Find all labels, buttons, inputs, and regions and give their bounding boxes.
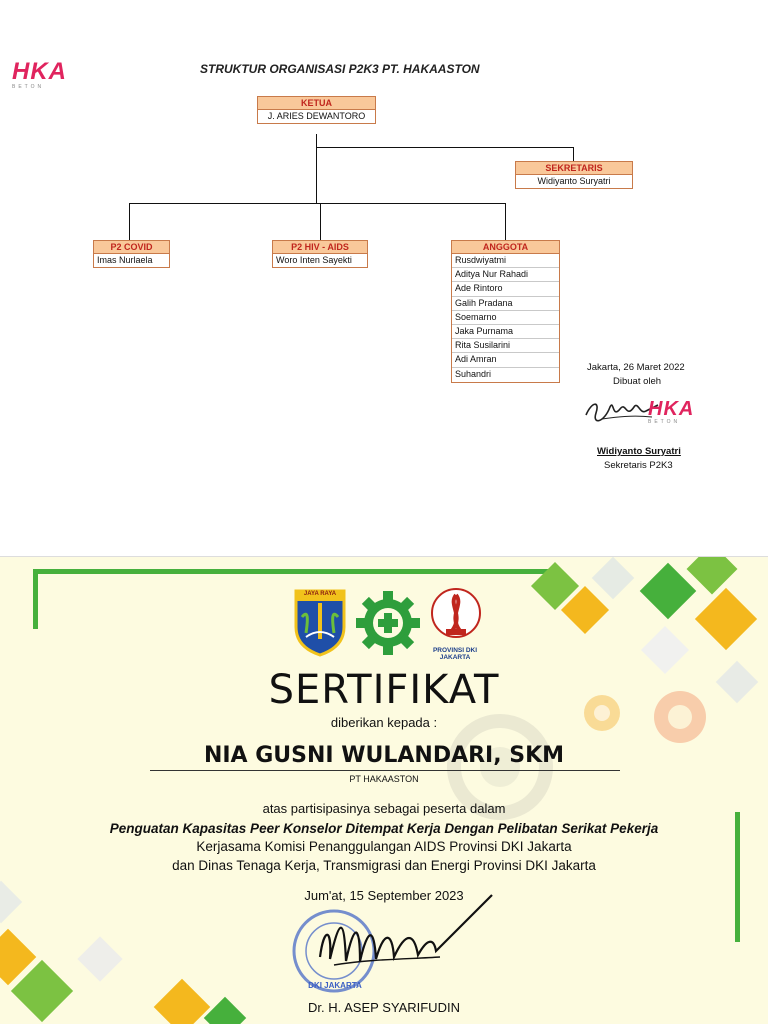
handwritten-signature (310, 887, 500, 987)
certificate-page (0, 556, 768, 1024)
event-title: Penguatan Kapasitas Peer Konselor Ditempat Kerja Dengan Pelibatan Serikat Pekerja (109, 821, 659, 836)
participation-text: atas partisipasinya sebagai peserta dalam (262, 801, 506, 816)
emblem-caption: JAYA RAYA (303, 591, 337, 597)
connector-line (505, 203, 506, 240)
list-item: Ade Rintoro (452, 282, 559, 296)
given-to-label: diberikan kepada : (330, 715, 438, 730)
p2-covid-name: Imas Nurlaela (97, 255, 153, 265)
org-chart-title: STRUKTUR ORGANISASI P2K3 PT. HAKAASTON (200, 62, 480, 76)
logo-text: HKA (12, 58, 67, 85)
certificate-signer: Dr. H. ASEP SYARIFUDIN (308, 1000, 460, 1015)
dki-jakarta-emblem-icon (292, 587, 348, 657)
list-item: Jaka Purnama (452, 325, 559, 339)
ketua-box (257, 96, 376, 124)
list-item: Rita Susilarini (452, 339, 559, 353)
logo-subtext: BETON (648, 419, 681, 425)
recipient-name: NIA GUSNI WULANDARI, SKM (203, 743, 565, 768)
list-item: Galih Pradana (452, 297, 559, 311)
anggota-box (451, 240, 560, 383)
certificate-title: SERTIFIKAT (268, 667, 500, 713)
logo-subtext: BETON (12, 84, 45, 90)
logo-text: HKA (648, 398, 695, 420)
signer-position: Sekretaris P2K3 (604, 460, 673, 471)
name-underline (150, 770, 620, 771)
sekretaris-name: Widiyanto Suryatri (537, 176, 611, 186)
list-item: Aditya Nur Rahadi (452, 268, 559, 282)
p2-hiv-box (272, 240, 368, 268)
connector-line (573, 147, 574, 161)
connector-line (129, 203, 506, 204)
cooperation-line-1: Kerjasama Komisi Penanggulangan AIDS Provinsi DKI Jakarta (196, 839, 572, 854)
p2-covid-box (93, 240, 170, 268)
frame-border (33, 569, 553, 574)
p2-hiv-name: Woro Inten Sayekti (276, 255, 352, 265)
hka-logo (648, 398, 694, 425)
list-item: Suhandri (455, 368, 492, 379)
connector-line (316, 147, 574, 148)
decor-tile (77, 936, 122, 981)
sign-made-by: Dibuat oleh (613, 376, 662, 387)
anggota-member-list (452, 254, 559, 382)
certificate-date: Jum'at, 15 September 2023 (304, 888, 464, 903)
list-item: Rusdwiyatmi (452, 254, 559, 268)
stamp-caption: DKI JAKARTA (308, 981, 362, 990)
p2-covid-label: P2 COVID (94, 241, 169, 254)
k3-safety-gear-icon (354, 589, 422, 657)
list-item: Soemarno (452, 311, 559, 325)
p2-hiv-label: P2 HIV - AIDS (273, 241, 367, 254)
kpa-aids-emblem-icon (428, 585, 484, 649)
cooperation-line-2: dan Dinas Tenaga Kerja, Transmigrasi dan Energi Provinsi DKI Jakarta (172, 858, 596, 873)
ketua-name: J. ARIES DEWANTORO (267, 111, 366, 121)
frame-border (33, 569, 38, 629)
connector-line (320, 203, 321, 240)
connector-line (316, 134, 317, 204)
decor-tile (592, 557, 634, 599)
connector-line (129, 203, 130, 240)
ketua-label: KETUA (258, 97, 375, 110)
anggota-label: ANGGOTA (452, 241, 559, 254)
emblem-caption: PROVINSI DKI JAKARTA (432, 647, 478, 661)
sekretaris-box (515, 161, 633, 189)
signer-name: Widiyanto Suryatri (597, 446, 681, 457)
sekretaris-label: SEKRETARIS (516, 162, 632, 175)
sign-place-date: Jakarta, 26 Maret 2022 (587, 362, 685, 373)
list-item: Adi Amran (452, 353, 559, 367)
hka-logo (12, 58, 67, 90)
recipient-company: PT HAKAASTON (349, 774, 419, 784)
decor-tile (695, 588, 757, 650)
